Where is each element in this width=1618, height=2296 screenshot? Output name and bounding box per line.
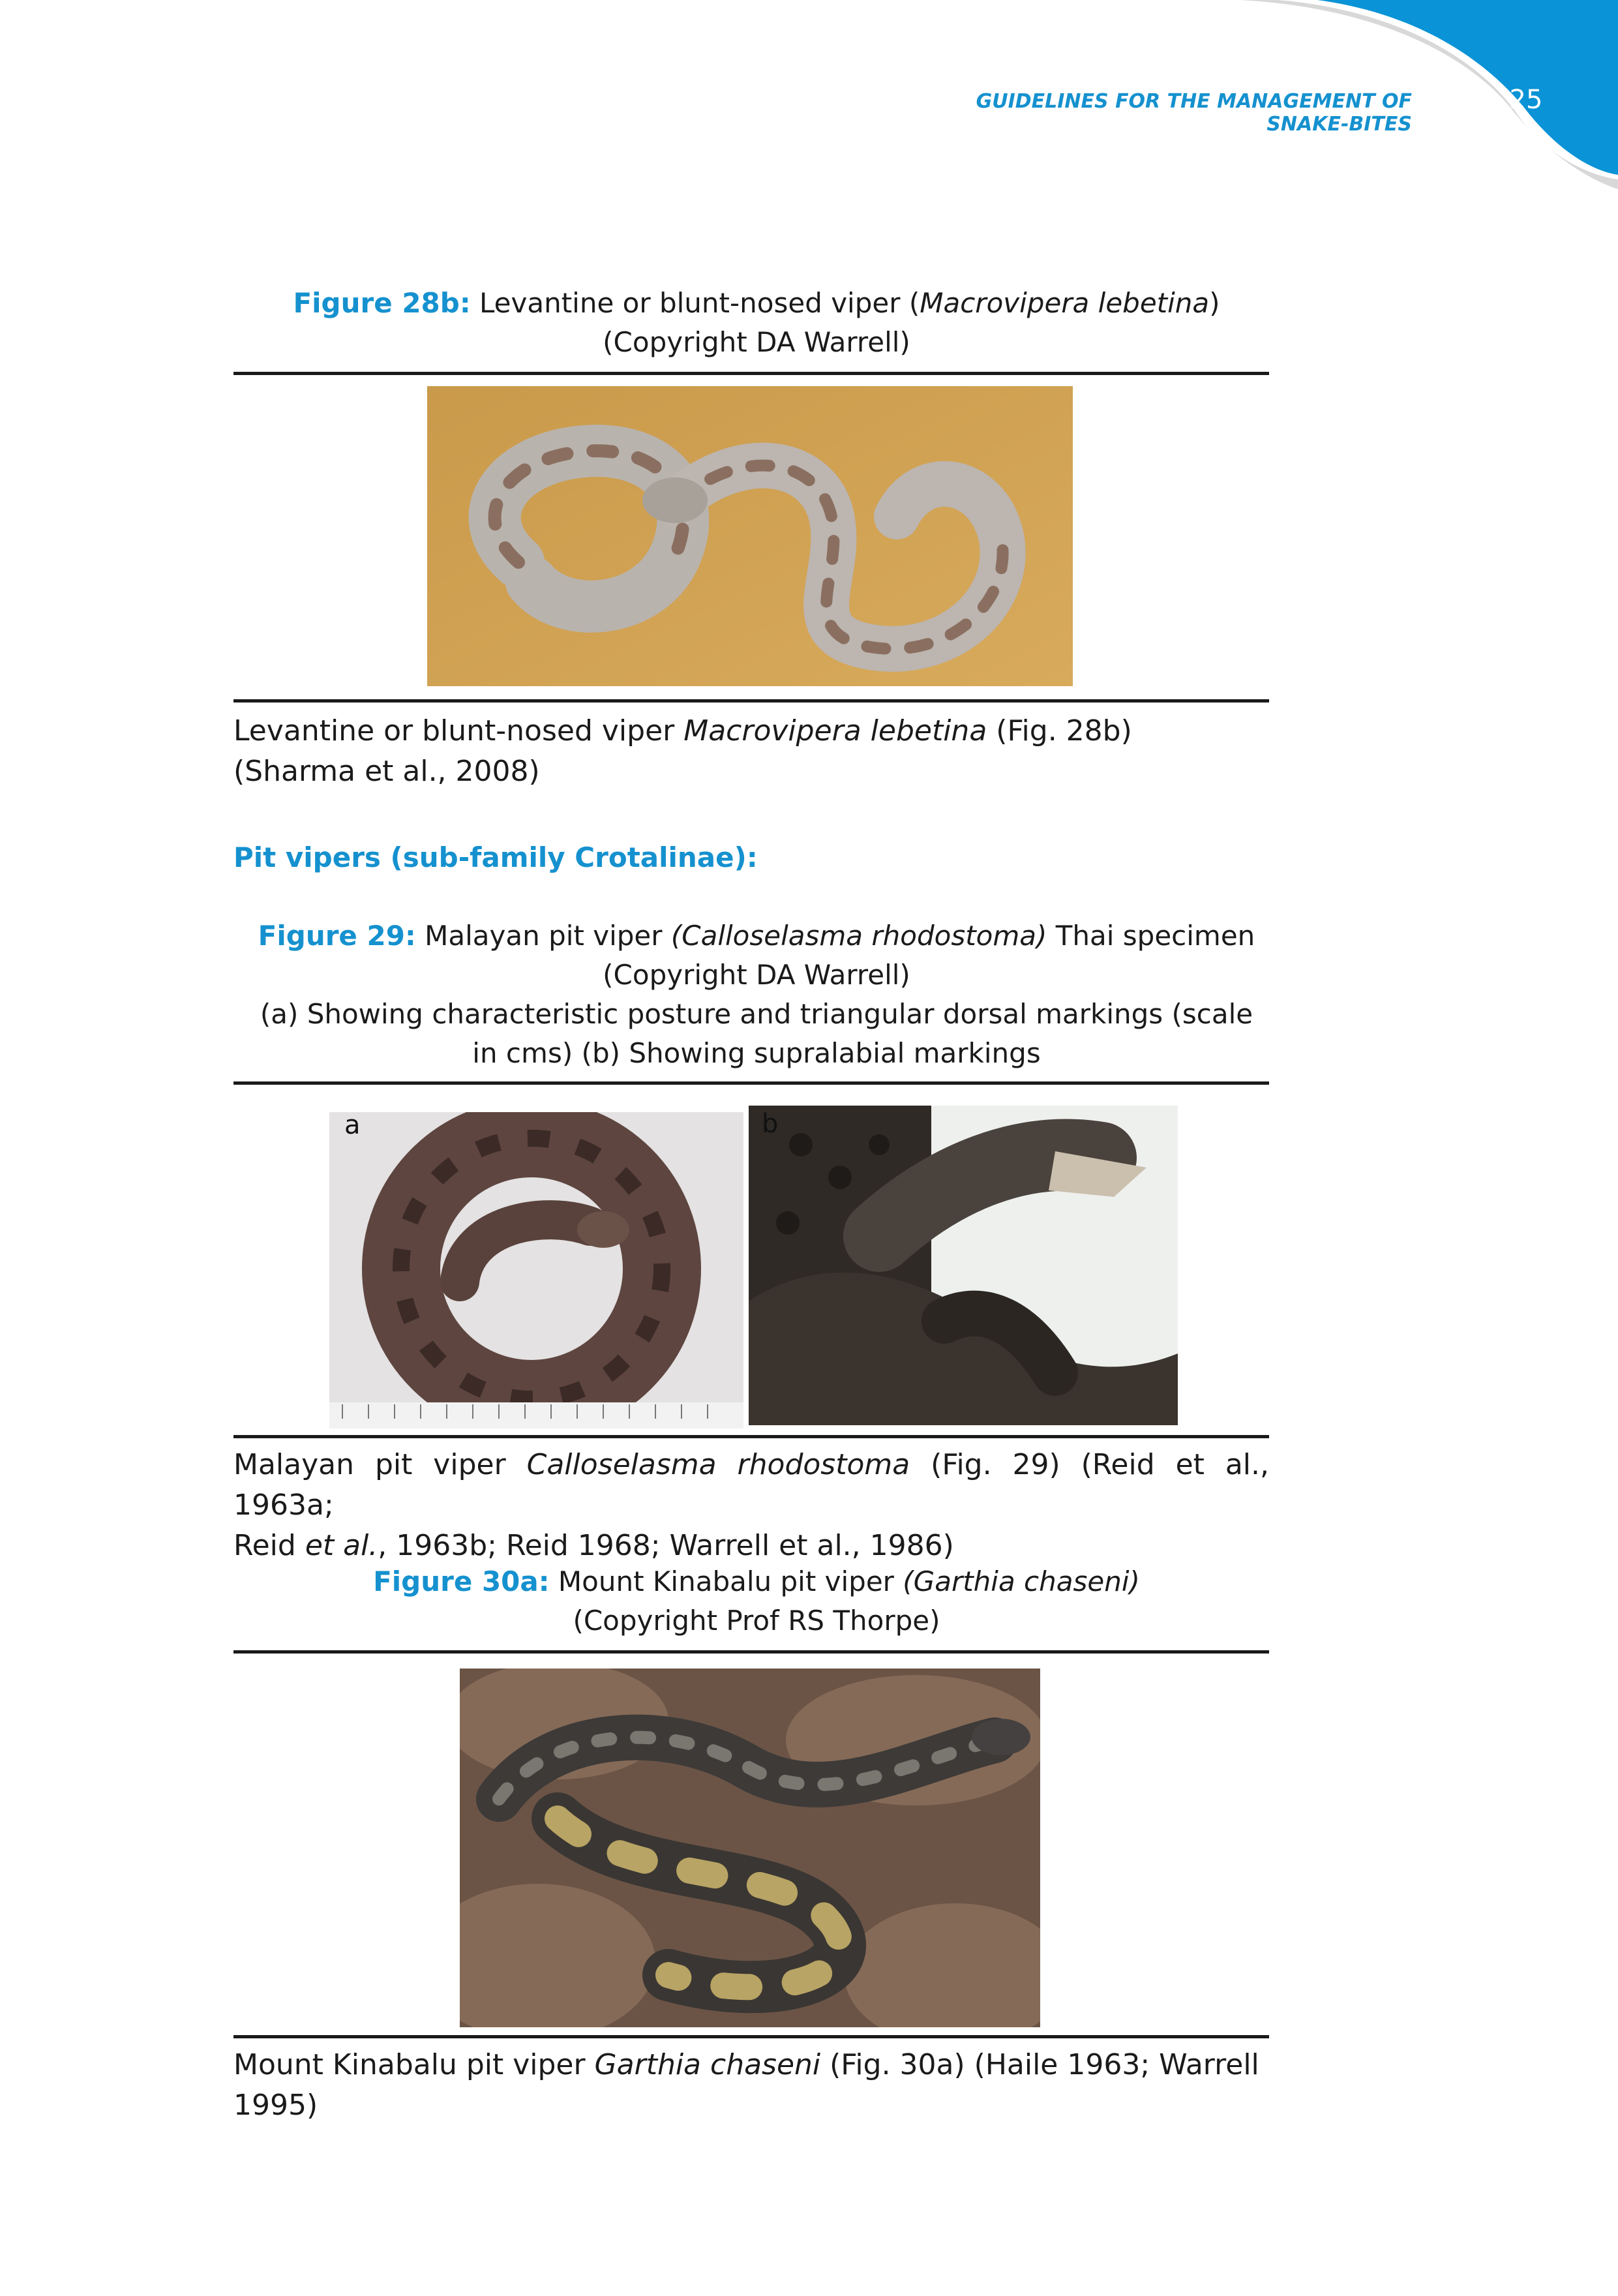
para-species: Macrovipera lebetina [683, 714, 987, 748]
figure-28b-text-after: ) [1209, 287, 1220, 319]
figure-28b-caption [235, 284, 1278, 362]
paragraph-29 [233, 1445, 1269, 1566]
figure-29-desc-line1: (a) Showing characteristic posture and triangular dorsal markings (scale [260, 998, 1253, 1030]
figure-29-copyright: (Copyright DA Warrell) [603, 959, 910, 991]
figure-30a-text: Mount Kinabalu pit viper [549, 1565, 903, 1597]
figure-29b-photo [749, 1106, 1178, 1425]
divider [233, 1081, 1269, 1085]
divider [233, 1650, 1269, 1654]
para-species: Garthia chaseni [594, 2048, 821, 2081]
figure-29-title-line [235, 916, 1278, 956]
para-text: Levantine or blunt-nosed viper [233, 714, 684, 748]
figure-28b-species: Macrovipera lebetina [920, 287, 1210, 319]
divider [233, 1435, 1269, 1438]
figure-30a-photo [460, 1669, 1040, 2027]
paragraph-30a [233, 2045, 1269, 2126]
figure-28b-text: Levantine or blunt-nosed viper ( [470, 287, 920, 319]
paragraph-28b [233, 711, 1269, 792]
paragraph-30a-line1 [233, 2045, 1269, 2085]
divider [233, 699, 1269, 702]
page-number: 25 [1509, 85, 1543, 115]
paragraph-30a-line2: 1995) [233, 2089, 318, 2122]
figure-28b-title-line [235, 284, 1278, 323]
para-text: Reid [233, 1529, 305, 1562]
figure-30a-label: Figure 30a: [373, 1565, 550, 1597]
paragraph-28b-line2: (Sharma et al., 2008) [233, 755, 540, 788]
running-title: GUIDELINES FOR THE MANAGEMENT OF SNAKE-BITES [976, 90, 1412, 136]
figure-30a-copyright: (Copyright Prof RS Thorpe) [573, 1605, 940, 1637]
figure-29-text: Malayan pit viper [415, 920, 671, 952]
figure-28b-label: Figure 28b: [293, 287, 471, 319]
para-text-after: (Fig. 30a) (Haile 1963; Warrell [820, 2048, 1259, 2081]
figure-29-sublabel-a: a [344, 1110, 361, 1140]
figure-30a-caption [235, 1562, 1278, 1640]
figure-29-caption [235, 916, 1278, 1073]
para-text: Malayan pit viper [233, 1448, 527, 1481]
paragraph-29-line2 [233, 1526, 1269, 1566]
paragraph-28b-line1 [233, 711, 1269, 751]
figure-29-text-after: Thai specimen [1047, 920, 1255, 952]
para-text: Mount Kinabalu pit viper [233, 2048, 595, 2081]
figure-30a-title-line [235, 1562, 1278, 1601]
para-text-after: (Fig. 29) (Reid et al., 1963a; [233, 1448, 1269, 1522]
para-italic: et al. [305, 1529, 378, 1562]
section-heading: Pit vipers (sub-family Crotalinae): [233, 841, 758, 873]
para-species: Calloselasma rhodostoma [526, 1448, 910, 1481]
figure-28b-photo [427, 386, 1073, 686]
figure-29a-photo [329, 1112, 743, 1428]
figure-29-sublabel-b: b [762, 1109, 779, 1139]
figure-29-label: Figure 29: [258, 920, 416, 952]
para-text-after: , 1963b; Reid 1968; Warrell et al., 1986) [378, 1529, 954, 1562]
paragraph-29-line1 [233, 1445, 1269, 1526]
divider [233, 372, 1269, 375]
para-text-after: (Fig. 28b) [987, 714, 1132, 748]
figure-29-desc-line2: in cms) (b) Showing supralabial markings [472, 1037, 1041, 1069]
figure-30a-species: (Garthia chaseni) [903, 1565, 1140, 1597]
figure-28b-copyright: (Copyright DA Warrell) [603, 326, 910, 358]
divider [233, 2035, 1269, 2038]
figure-29-species: (Calloselasma rhodostoma) [670, 920, 1047, 952]
